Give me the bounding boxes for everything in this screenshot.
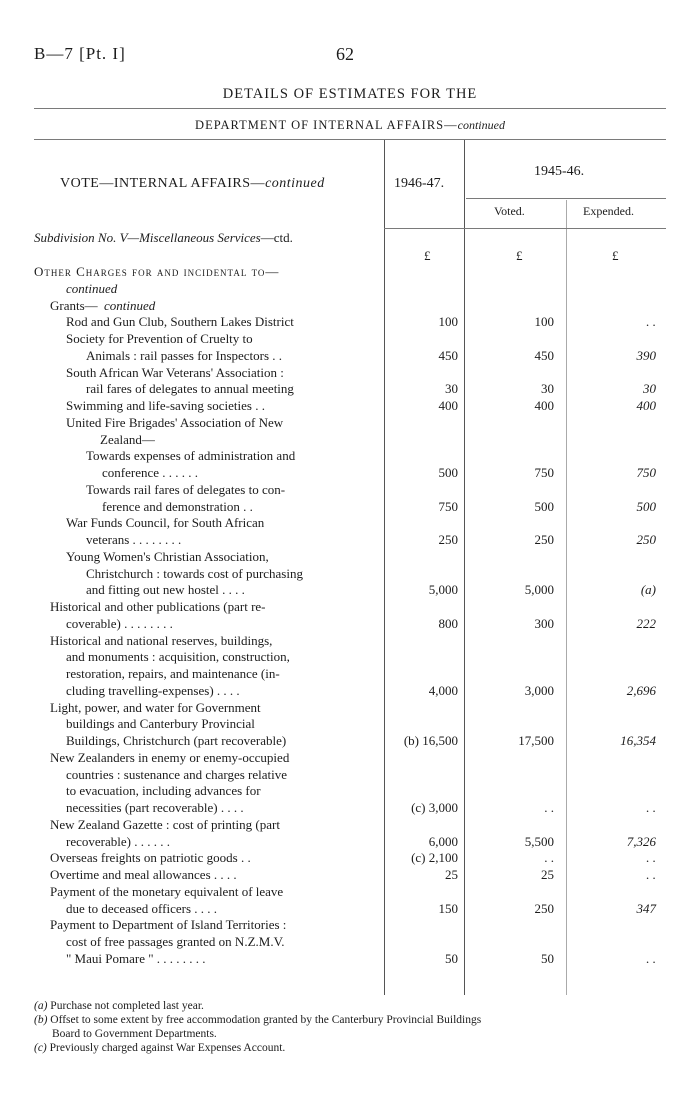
table-row bbox=[0, 649, 700, 665]
value-1945-46-expended: 16,354 bbox=[620, 733, 656, 748]
value-1946-47: 400 bbox=[438, 398, 458, 413]
table-row bbox=[0, 348, 700, 364]
value-1945-46-voted: 30 bbox=[541, 381, 554, 397]
table-row bbox=[0, 934, 700, 950]
value-1945-46-expended: 347 bbox=[636, 900, 656, 916]
table-top-rule bbox=[34, 139, 666, 140]
table-row bbox=[0, 750, 700, 766]
row-description: South African War Veterans' Association : bbox=[66, 364, 284, 380]
row-description: restoration, repairs, and maintenance (in- bbox=[66, 666, 280, 681]
row-description: cluding travelling-expenses) . . . . bbox=[66, 682, 240, 698]
value-1945-46-expended: 7,326 bbox=[626, 833, 656, 849]
row-description: necessities (part recoverable) . . . . bbox=[66, 800, 244, 815]
table-row bbox=[0, 800, 700, 816]
row-description: Young Women's Christian Association, bbox=[66, 548, 269, 564]
footnote bbox=[34, 1000, 204, 1013]
value-1946-47: 4,000 bbox=[428, 682, 458, 698]
row-description: veterans . . . . . . . . bbox=[86, 532, 182, 547]
table-row bbox=[0, 834, 700, 850]
table-row bbox=[0, 264, 700, 280]
value-1945-46-expended: (a) bbox=[640, 582, 656, 598]
value-1945-46-voted: 300 bbox=[534, 615, 554, 631]
value-1946-47: (c) 2,100 bbox=[411, 850, 458, 866]
row-description: countries : sustenance and charges relative bbox=[66, 766, 288, 782]
row-description: Overseas freights on patriotic goods . . bbox=[50, 850, 251, 866]
row-description: and fitting out new hostel . . . . bbox=[86, 582, 245, 598]
footnote-mark: (a) bbox=[34, 1000, 48, 1012]
row-description: Overtime and meal allowances . . . . bbox=[50, 867, 237, 882]
table-row bbox=[0, 951, 700, 967]
table-row bbox=[0, 549, 700, 565]
row-description: Buildings, Christchurch (part recoverable) bbox=[66, 733, 287, 748]
row-description: Payment of the monetary equivalent of leave bbox=[50, 883, 284, 899]
table-row bbox=[0, 499, 700, 515]
footnote-text: Purchase not completed last year. bbox=[47, 1000, 204, 1012]
row-description: coverable) . . . . . . . . bbox=[66, 615, 173, 631]
row-description: cost of free passages granted on N.Z.M.V. bbox=[66, 934, 285, 949]
row-description: buildings and Canterbury Provincial bbox=[66, 716, 255, 732]
column-1945-46: 1945-46. bbox=[534, 164, 585, 179]
table-row bbox=[0, 817, 700, 833]
value-1945-46-voted: 5,500 bbox=[524, 833, 554, 849]
table-row bbox=[0, 465, 700, 481]
row-description: New Zealand Gazette : cost of printing (part bbox=[50, 816, 280, 832]
row-description: United Fire Brigades' Association of New bbox=[66, 414, 284, 430]
row-description: Payment to Department of Island Territories : bbox=[50, 917, 287, 933]
row-description: Zealand— bbox=[100, 431, 155, 447]
column-expended: Expended. bbox=[583, 204, 634, 218]
table-row bbox=[0, 850, 700, 866]
value-1946-47: 500 bbox=[438, 465, 458, 480]
currency-symbol-1946: £ bbox=[424, 248, 431, 263]
value-1945-46-expended: 390 bbox=[636, 347, 656, 363]
currency-symbol-voted: £ bbox=[516, 248, 523, 263]
footnote-text: Previously charged against War Expenses Account. bbox=[46, 1042, 286, 1054]
value-1945-46-voted: 250 bbox=[534, 900, 554, 916]
footnote-mark: (b) bbox=[34, 1014, 48, 1026]
value-1945-46-expended: . . bbox=[646, 314, 656, 330]
table-row bbox=[0, 582, 700, 598]
row-description: due to deceased officers . . . . bbox=[66, 900, 218, 916]
value-1946-47: 450 bbox=[438, 347, 458, 363]
row-description: recoverable) . . . . . . bbox=[66, 833, 170, 849]
table-row bbox=[0, 331, 700, 347]
table-row bbox=[0, 733, 700, 749]
value-1945-46-voted: 3,000 bbox=[524, 682, 554, 698]
row-description: New Zealanders in enemy or enemy-occupied bbox=[50, 749, 290, 765]
table-row bbox=[0, 901, 700, 917]
table-row bbox=[0, 298, 700, 314]
row-continued: continued bbox=[104, 297, 156, 313]
row-description: to evacuation, including advances for bbox=[66, 783, 261, 799]
row-description: conference . . . . . . bbox=[102, 465, 199, 480]
value-1945-46-expended: 250 bbox=[636, 532, 656, 547]
table-row bbox=[0, 365, 700, 381]
table-row bbox=[0, 633, 700, 649]
value-1946-47: (b) 16,500 bbox=[403, 733, 458, 748]
value-1945-46-voted: 400 bbox=[534, 398, 554, 413]
value-1945-46-expended: 500 bbox=[636, 498, 656, 514]
value-1945-46-voted: 500 bbox=[534, 498, 554, 514]
row-description: Historical and other publications (part re- bbox=[50, 599, 266, 614]
footnote-mark: (c) bbox=[34, 1042, 47, 1054]
value-1946-47: 30 bbox=[445, 381, 458, 397]
table-row bbox=[0, 314, 700, 330]
value-1945-46-expended: 30 bbox=[643, 381, 656, 397]
vote-heading bbox=[60, 176, 325, 192]
table-row bbox=[0, 566, 700, 582]
value-1946-47: 750 bbox=[438, 498, 458, 514]
value-1945-46-expended: 2,696 bbox=[626, 682, 656, 698]
vote-label: VOTE—INTERNAL AFFAIRS— bbox=[60, 176, 266, 191]
page-number: 62 bbox=[336, 44, 354, 64]
value-1945-46-expended: 750 bbox=[636, 465, 656, 480]
table-row bbox=[0, 398, 700, 414]
subdivision-label: Subdivision No. V—Miscellaneous Services bbox=[34, 230, 261, 245]
value-1945-46-voted: 50 bbox=[541, 950, 554, 966]
row-description: Light, power, and water for Government bbox=[50, 699, 261, 715]
table-row bbox=[0, 884, 700, 900]
value-1945-46-voted: . . bbox=[544, 800, 554, 815]
value-1945-46-expended: . . bbox=[646, 867, 656, 882]
value-1946-47: 25 bbox=[445, 867, 458, 882]
table-row bbox=[0, 599, 700, 615]
footnote bbox=[34, 1014, 481, 1027]
department-name: DEPARTMENT OF INTERNAL AFFAIRS— bbox=[195, 118, 458, 132]
value-1945-46-expended: 222 bbox=[636, 615, 656, 631]
row-description: Animals : rail passes for Inspectors . . bbox=[86, 347, 283, 363]
value-1945-46-voted: 450 bbox=[534, 347, 554, 363]
table-row bbox=[0, 716, 700, 732]
value-1945-46-voted: 17,500 bbox=[518, 733, 554, 748]
table-row bbox=[0, 666, 700, 682]
value-1945-46-voted: 5,000 bbox=[524, 582, 554, 598]
row-description: rail fares of delegates to annual meeting bbox=[86, 381, 294, 397]
value-1945-46-expended: 400 bbox=[636, 398, 656, 413]
column-1946-47: 1946-47. bbox=[394, 176, 445, 191]
table-row bbox=[0, 867, 700, 883]
value-1946-47: (c) 3,000 bbox=[411, 800, 458, 815]
value-1946-47: 6,000 bbox=[428, 833, 458, 849]
row-description: Towards expenses of administration and bbox=[86, 448, 296, 464]
value-1945-46-voted: 100 bbox=[534, 314, 554, 330]
header-bottom-rule bbox=[384, 228, 666, 229]
table-row bbox=[0, 783, 700, 799]
row-description: War Funds Council, for South African bbox=[66, 515, 265, 531]
row-description: Other Charges for and incidental to— bbox=[34, 264, 280, 279]
row-description: Rod and Gun Club, Southern Lakes District bbox=[66, 314, 294, 330]
row-description: Towards rail fares of delegates to con- bbox=[86, 481, 286, 497]
table-row bbox=[0, 683, 700, 699]
page-title: DETAILS OF ESTIMATES FOR THE bbox=[222, 86, 478, 102]
subdivision-heading bbox=[34, 230, 293, 246]
value-1946-47: 50 bbox=[445, 950, 458, 966]
department-continued: continued bbox=[457, 118, 505, 132]
value-1945-46-voted: 25 bbox=[541, 867, 554, 882]
table-row bbox=[0, 532, 700, 548]
value-1945-46-expended: . . bbox=[646, 800, 656, 815]
row-description: Society for Prevention of Cruelty to bbox=[66, 331, 253, 346]
footnote bbox=[34, 1042, 285, 1055]
table-row bbox=[0, 448, 700, 464]
value-1945-46-voted: 250 bbox=[534, 532, 554, 547]
table-row bbox=[0, 700, 700, 716]
value-1945-46-voted: 750 bbox=[534, 465, 554, 480]
subdivision-ctd: —ctd. bbox=[260, 230, 293, 245]
table-row bbox=[0, 381, 700, 397]
footnote-text: Board to Government Departments. bbox=[52, 1028, 217, 1040]
row-description: and monuments : acquisition, construction, bbox=[66, 649, 290, 665]
row-description: continued bbox=[66, 280, 118, 296]
title-rule bbox=[34, 108, 666, 109]
value-1946-47: 150 bbox=[438, 900, 458, 916]
value-1945-46-expended: . . bbox=[646, 950, 656, 966]
vote-continued: continued bbox=[265, 176, 325, 191]
value-1945-46-expended: . . bbox=[646, 850, 656, 866]
column-voted: Voted. bbox=[494, 204, 525, 218]
subheader-rule bbox=[466, 198, 666, 199]
table-row bbox=[0, 281, 700, 297]
value-1946-47: 250 bbox=[438, 532, 458, 547]
table-row bbox=[0, 917, 700, 933]
department-title bbox=[0, 118, 700, 133]
row-description: Grants— bbox=[50, 297, 98, 313]
row-description: " Maui Pomare " . . . . . . . . bbox=[66, 950, 206, 966]
footnote-text: Offset to some extent by free accommodation granted by the Canterbury Provincial Buildings bbox=[47, 1014, 482, 1026]
table-row bbox=[0, 767, 700, 783]
row-description: Historical and national reserves, buildings, bbox=[50, 632, 273, 648]
currency-symbol-expended: £ bbox=[612, 248, 619, 263]
footnote bbox=[52, 1028, 217, 1041]
row-description: ference and demonstration . . bbox=[102, 498, 253, 514]
value-1945-46-voted: . . bbox=[544, 850, 554, 866]
table-row bbox=[0, 482, 700, 498]
table-row bbox=[0, 432, 700, 448]
row-description: Christchurch : towards cost of purchasing bbox=[86, 565, 303, 581]
value-1946-47: 800 bbox=[438, 615, 458, 631]
table-row bbox=[0, 515, 700, 531]
table-row bbox=[0, 616, 700, 632]
row-description: Swimming and life-saving societies . . bbox=[66, 398, 265, 413]
value-1946-47: 5,000 bbox=[428, 582, 458, 598]
table-row bbox=[0, 415, 700, 431]
value-1946-47: 100 bbox=[438, 314, 458, 330]
document-reference: B—7 [Pt. I] bbox=[34, 44, 126, 63]
